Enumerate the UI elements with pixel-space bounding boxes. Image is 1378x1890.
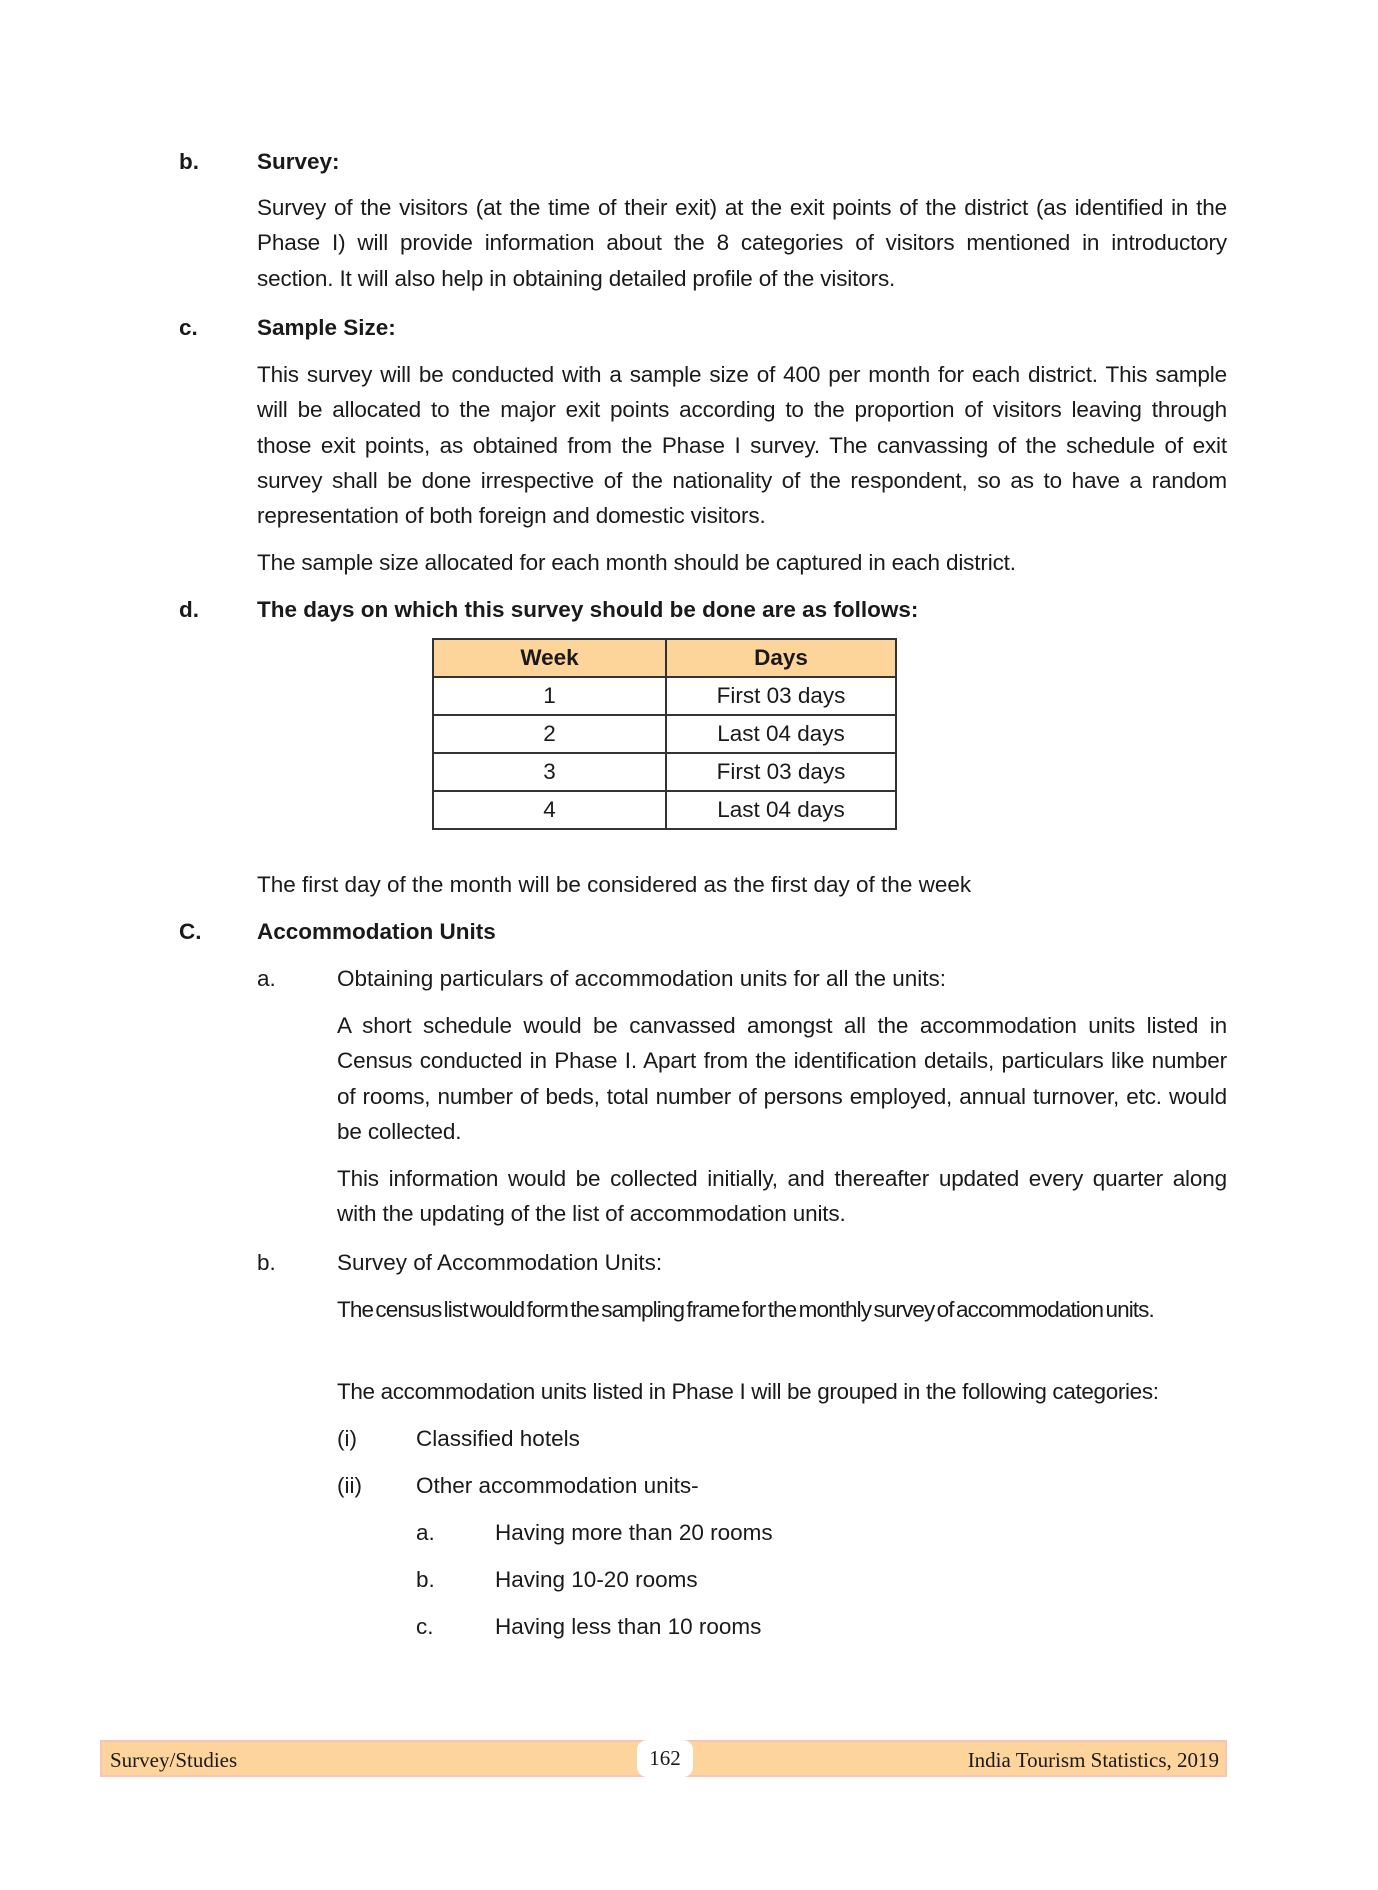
table-cell-week: 2	[433, 715, 666, 753]
table-row	[433, 715, 896, 753]
sub-b-paragraph-1: The census list would form the sampling frame for the monthly survey of accommodation units.	[337, 1297, 1154, 1322]
section-d-label: d.	[179, 597, 199, 622]
section-b-title: Survey:	[257, 149, 340, 174]
category-label: (ii)	[337, 1473, 362, 1498]
subcategory-label: c.	[416, 1614, 434, 1639]
subcategory-label: a.	[416, 1520, 435, 1545]
page-number: 162	[637, 1740, 693, 1777]
table-cell-days: First 03 days	[666, 753, 896, 791]
table-cell-week: 4	[433, 791, 666, 829]
section-d-note: The first day of the month will be considered as the first day of the week	[257, 872, 972, 897]
sub-a-paragraph-2: This information would be collected initially, and thereafter updated every quarter along with the updating of the list of accommodation units.	[337, 1166, 1227, 1227]
section-c-paragraph-2: The sample size allocated for each month should be captured in each district.	[257, 550, 1016, 575]
table-row	[433, 791, 896, 829]
table-header-row	[433, 639, 896, 677]
table-header-week: Week	[433, 639, 666, 677]
section-c-paragraph-1: This survey will be conducted with a sample size of 400 per month for each district. This sample will be allocated to the major exit points according to the proportion of visitors leaving through those exit points, as obtained from the Phase I survey. The canvassing of the schedule of exit survey shall be done irrespective of the nationality of the respondent, so as to have a random representation of both foreign and domestic visitors.	[257, 362, 1227, 529]
footer-publication-title: India Tourism Statistics, 2019	[967, 1748, 1219, 1772]
section-c-title: Sample Size:	[257, 315, 396, 340]
section-b-paragraph: Survey of the visitors (at the time of their exit) at the exit points of the district (as identified in the Phase I) will provide information about the 8 categories of visitors mentioned in introductory section. It will also help in obtaining detailed profile of the visitors.	[257, 195, 1227, 291]
table-cell-week: 3	[433, 753, 666, 791]
sub-b-label: b.	[257, 1250, 276, 1275]
section-c-label: c.	[179, 315, 198, 340]
category-label: (i)	[337, 1426, 357, 1451]
table-row	[433, 753, 896, 791]
sub-b-paragraph-2: The accommodation units listed in Phase I will be grouped in the following categories:	[337, 1379, 1159, 1404]
table-cell-days: First 03 days	[666, 677, 896, 715]
survey-days-table	[432, 638, 897, 830]
sub-b-title: Survey of Accommodation Units:	[337, 1250, 663, 1275]
category-text: Other accommodation units-	[416, 1473, 699, 1498]
section-C-title: Accommodation Units	[257, 919, 496, 944]
subcategory-text: Having less than 10 rooms	[495, 1614, 762, 1639]
section-C-label: C.	[179, 919, 202, 944]
page-footer	[100, 1740, 1227, 1777]
table-cell-days: Last 04 days	[666, 715, 896, 753]
subcategory-label: b.	[416, 1567, 435, 1592]
sub-a-title: Obtaining particulars of accommodation units for all the units:	[337, 966, 947, 991]
sub-a-paragraph-1: A short schedule would be canvassed amongst all the accommodation units listed in Census conducted in Phase I. Apart from the identification details, particulars like number of rooms, number of beds, total number of persons employed, annual turnover, etc. would be collected.	[337, 1013, 1227, 1144]
subcategory-text: Having 10-20 rooms	[495, 1567, 698, 1592]
subcategory-text: Having more than 20 rooms	[495, 1520, 773, 1545]
footer-section-name: Survey/Studies	[110, 1748, 238, 1772]
section-b-label: b.	[179, 149, 199, 174]
table-header-days: Days	[666, 639, 896, 677]
table-cell-week: 1	[433, 677, 666, 715]
category-text: Classified hotels	[416, 1426, 580, 1451]
table-cell-days: Last 04 days	[666, 791, 896, 829]
section-d-title: The days on which this survey should be done are as follows:	[257, 597, 919, 622]
table-row	[433, 677, 896, 715]
sub-a-label: a.	[257, 966, 276, 991]
